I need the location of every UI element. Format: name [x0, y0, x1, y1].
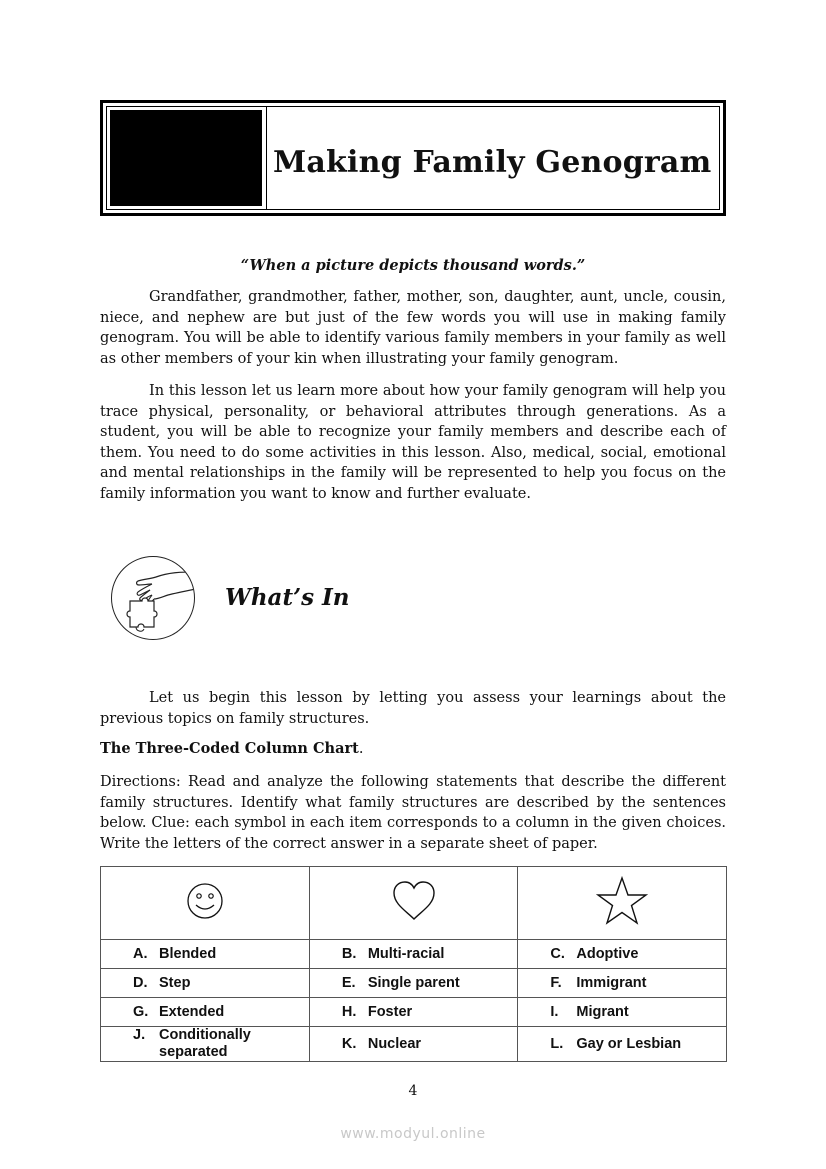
intro-paragraph-2: In this lesson let us learn more about how your family genogram will help you trace physical, personality, or behavioral attributes through generations. As a student, you will be able to recognize your family members and describe each of them. You need to do some activities in this lesson. Also, medical, social, emotional and mental relationships in the family will be represented to help you focus on the family information you want to know and further evaluate.	[100, 383, 726, 502]
section-title-whats-in: What’s In	[225, 584, 350, 611]
choice-cell	[101, 1027, 310, 1062]
choices-row-4	[101, 1027, 727, 1062]
choice-letter: K.	[341, 1035, 357, 1052]
choice-label: Multi-racial	[367, 945, 445, 962]
choice-letter: C.	[550, 945, 565, 962]
choice-letter: J.	[133, 1027, 146, 1043]
choice-cell	[101, 998, 310, 1027]
choice-label: Conditionally separated	[159, 1027, 251, 1060]
symbol-cell-3	[518, 867, 727, 940]
symbol-header-row	[101, 867, 727, 940]
family-structure-choices-table	[100, 866, 727, 1062]
choice-label: Single parent	[367, 974, 460, 991]
directions-paragraph: Directions: Read and analyze the following statements that describe the different family structures. Identify what family structures are described by the sentences below. Clue: each symbol in each item corresponds to a column in the given choices. Write the letters of the correct answer in a separate sheet of paper.	[100, 774, 726, 852]
page-number: 4	[408, 1083, 418, 1099]
choice-label: Adoptive	[576, 945, 639, 962]
choices-row-1	[101, 940, 727, 969]
choice-letter: I.	[550, 1003, 559, 1020]
choice-cell	[309, 1027, 518, 1062]
lesson-title-box	[100, 100, 726, 216]
lesson-title-inner-frame	[106, 106, 720, 210]
lesson-title: Making Family Genogram	[273, 145, 712, 180]
choice-cell	[309, 998, 518, 1027]
choice-letter: D.	[133, 974, 148, 991]
chart-title-text: The Three-Coded Column Chart	[100, 740, 359, 757]
choice-label: Immigrant	[576, 974, 647, 991]
choice-letter: E.	[341, 974, 356, 991]
section-lead-paragraph: Let us begin this lesson by letting you assess your learnings about the previous topics on family structures.	[100, 690, 726, 727]
watermark: www.modyul.online	[340, 1126, 486, 1142]
choice-label: Migrant	[576, 1003, 629, 1020]
choice-cell	[518, 940, 727, 969]
chart-title	[100, 740, 363, 757]
choices-row-3	[101, 998, 727, 1027]
choice-cell	[518, 969, 727, 998]
choice-letter: B.	[341, 945, 357, 962]
smiley-icon	[185, 881, 225, 921]
intro-paragraph-1: Grandfather, grandmother, father, mother, son, daughter, aunt, uncle, cousin, niece, and nephew are but just of the few words you will use in making family genogram. You will be able to identify various family members in your family as well as other members of your kin when illustrating your family genogram.	[100, 289, 726, 367]
choice-label: Gay or Lesbian	[576, 1035, 682, 1052]
hand-puzzle-icon	[111, 556, 195, 640]
choice-label: Foster	[367, 1003, 413, 1020]
choice-label: Blended	[159, 945, 217, 962]
chart-title-period: .	[358, 741, 364, 757]
lesson-title-black-block	[110, 110, 262, 206]
symbol-cell-1	[101, 867, 310, 940]
choice-letter: H.	[341, 1003, 357, 1020]
choice-label: Nuclear	[367, 1035, 422, 1052]
heart-icon	[390, 880, 438, 922]
choice-label: Extended	[159, 1003, 225, 1020]
choice-cell	[518, 998, 727, 1027]
choice-letter: G.	[133, 1003, 149, 1020]
lesson-title-divider	[266, 107, 267, 209]
lesson-quote: “When a picture depicts thousand words.”	[240, 257, 586, 274]
choice-cell	[518, 1027, 727, 1062]
symbol-cell-2	[309, 867, 518, 940]
choice-cell	[101, 969, 310, 998]
choices-row-2	[101, 969, 727, 998]
star-icon	[596, 876, 648, 926]
choice-letter: L.	[550, 1035, 564, 1052]
choice-letter: F.	[550, 974, 562, 991]
choice-label: Step	[159, 974, 191, 991]
choice-cell	[101, 940, 310, 969]
choice-cell	[309, 940, 518, 969]
choice-letter: A.	[133, 945, 148, 962]
choice-cell	[309, 969, 518, 998]
